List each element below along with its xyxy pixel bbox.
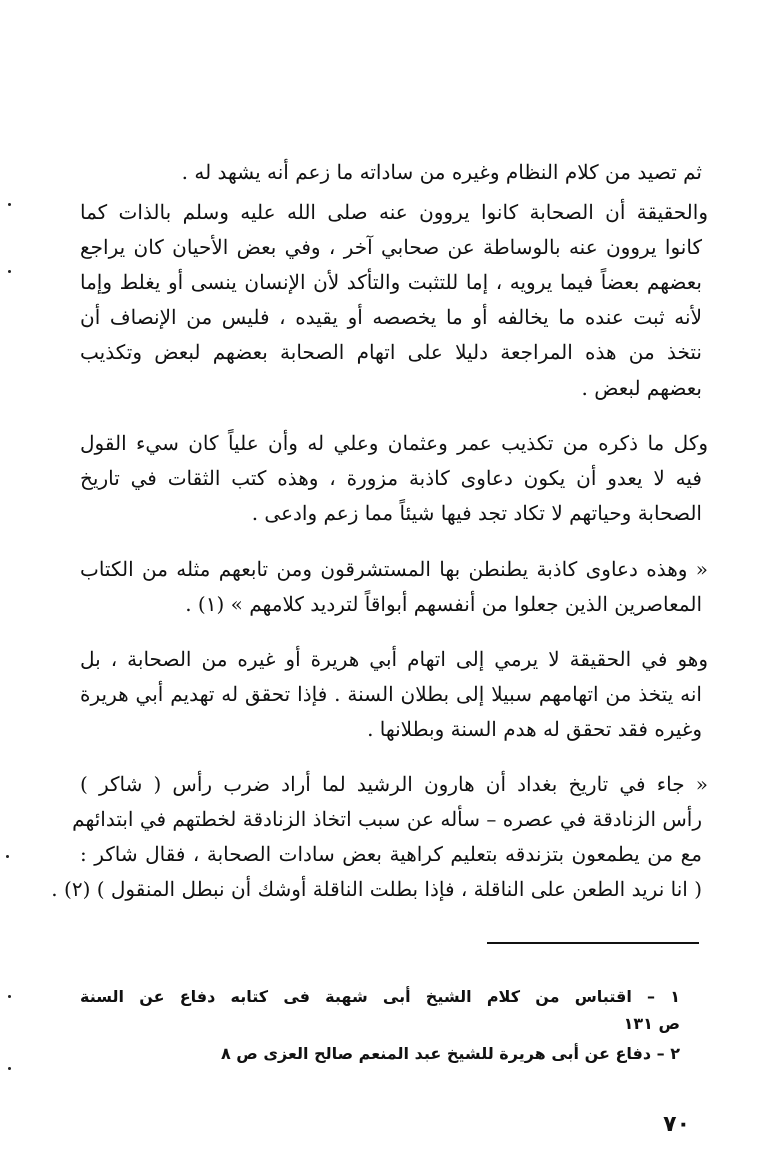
body-line: مع من يطمعون بتزندقه بتعليم كراهية بعض سادات الصحابة ، فقال شاكر : [80, 842, 702, 866]
body-line: المعاصرين الذين جعلوا من أنفسهم أبواقاً لترديد كلامهم » (١) . [185, 592, 702, 616]
scan-speck [8, 270, 11, 273]
footnote-2: ٢ – دفاع عن أبى هريرة للشيخ عبد المنعم صالح العزى ص ٨ [220, 1044, 680, 1063]
scan-speck [8, 995, 11, 998]
scan-speck [8, 203, 11, 206]
body-line: رأس الزنادقة في عصره – سأله عن سبب اتخاذ الزنادقة لخطتهم في ابتدائهم [72, 807, 702, 831]
body-line: ثم تصيد من كلام النظام وغيره من ساداته ما زعم أنه يشهد له . [181, 160, 702, 184]
body-line: نتخذ من هذه المراجعة دليلا على اتهام الصحابة بعضهم لبعض وتكذيب [80, 340, 702, 364]
body-line: لأنه ثبت عنده ما يخالفه أو ما يخصصه أو يقيده ، فليس من الإنصاف أن [80, 305, 702, 329]
body-line: بعضهم بعضاً فيما يرويه ، إما للتثبت والتأكد لأن الإنسان ينسى أو يغلط وإما [80, 270, 702, 294]
scan-speck [6, 855, 9, 858]
body-line: انه يتخذ من اتهامهم سبيلا إلى بطلان السنة . فإذا تحقق له تهديم أبي هريرة [80, 682, 702, 706]
footnote-divider [487, 942, 699, 944]
body-line: والحقيقة أن الصحابة كانوا يروون عنه صلى الله عليه وسلم بالذات كما [80, 200, 708, 224]
body-line: بعضهم لبعض . [581, 376, 702, 400]
body-line: « جاء في تاريخ بغداد أن هارون الرشيد لما أراد ضرب رأس ( شاكر ) [80, 772, 708, 796]
footnote-1: ١ – اقتباس من كلام الشيخ أبى شهبة فى كتابه دفاع عن السنة [80, 987, 680, 1006]
body-line: وهو في الحقيقة لا يرمي إلى اتهام أبي هريرة أو غيره من الصحابة ، بل [80, 647, 708, 671]
body-line: الصحابة وحياتهم لا تكاد تجد فيها شيئاً مما زعم وادعى . [251, 501, 702, 525]
body-line: « وهذه دعاوى كاذبة يطنطن بها المستشرقون ومن تابعهم مثله من الكتاب [80, 557, 708, 581]
body-line: وكل ما ذكره من تكذيب عمر وعثمان وعلي له وأن علياً كان سيء القول [80, 431, 708, 455]
body-line: كانوا يروون عنه بالوساطة عن صحابي آخر ، وفي بعض الأحيان كان يراجع [80, 235, 702, 259]
footnote-1-continuation: ص ١٣١ [623, 1014, 680, 1033]
body-line: ( انا نريد الطعن على الناقلة ، فإذا بطلت الناقلة أوشك أن نبطل المنقول ) (٢) . [51, 877, 702, 901]
body-line: وغيره فقد تحقق له هدم السنة وبطلانها . [367, 717, 702, 741]
body-line: فيه لا يعدو أن يكون دعاوى كاذبة مزورة ، وهذه كتب الثقات في تاريخ [80, 466, 702, 490]
scan-speck [8, 1067, 11, 1070]
page-number: ٧٠ [663, 1112, 690, 1137]
